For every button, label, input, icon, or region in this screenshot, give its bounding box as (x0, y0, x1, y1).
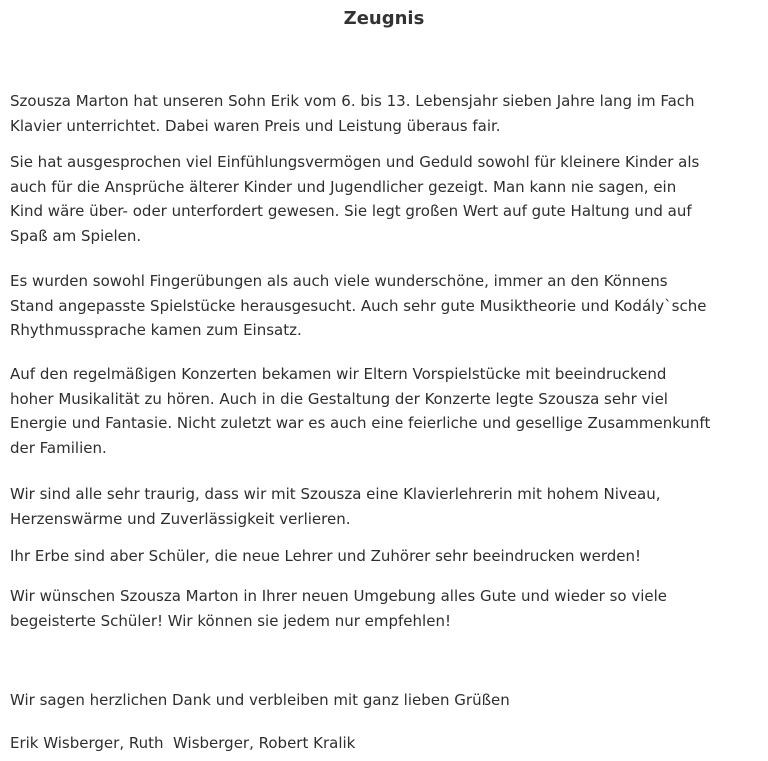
text-line: Es wurden sowohl Fingerübungen als auch viele wunderschöne, immer an den Könnens (10, 272, 668, 290)
text-line: Wir wünschen Szousza Marton in Ihrer neuen Umgebung alles Gute und wieder so viele (10, 587, 668, 605)
document-title: Zeugnis (343, 8, 425, 29)
closing-text: Wir sagen herzlichen Dank und verbleiben mit ganz lieben Grüßen (10, 691, 510, 709)
paragraph-2 (10, 150, 768, 248)
closing-line (10, 688, 768, 713)
text-line: Stand angepasste Spielstücke herausgesucht. Auch sehr gute Musiktheorie und Kodály`sche (10, 296, 707, 315)
text-line: Auf den regelmäßigen Konzerten bekamen wir Eltern Vorspielstücke mit beeindruckend (10, 365, 667, 383)
text-line: Spaß am Spielen. (10, 226, 142, 245)
text-line: hoher Musikalität zu hören. Auch in die Gestaltung der Konzerte legte Szousza sehr viel (10, 389, 668, 408)
text-line: Rhythmussprache kamen zum Einsatz. (10, 321, 302, 339)
text-line: der Familien. (10, 438, 107, 457)
text-line: Energie und Fantasie. Nicht zuletzt war es auch eine feierliche und gesellige Zusammenkunft (10, 414, 711, 432)
text-line: auch für die Ansprüche älterer Kinder und Jugendlicher gezeigt. Man kann nie sagen, ein (10, 177, 677, 196)
text-line: Herzenswärme und Zuverlässigkeit verlieren. (10, 509, 351, 528)
paragraph-4 (10, 362, 768, 460)
text-line: Klavier unterrichtet. Dabei waren Preis und Leistung überaus fair. (10, 116, 501, 135)
paragraph-1 (10, 89, 768, 138)
text-line: begeisterte Schüler! Wir können sie jedem nur empfehlen! (10, 611, 451, 630)
text-line: Kind wäre über- oder unterfordert gewesen. Sie legt großen Wert auf gute Haltung und auf (10, 202, 692, 220)
text-line: Szousza Marton hat unseren Sohn Erik vom 6. bis 13. Lebensjahr sieben Jahre lang im Fach (10, 92, 695, 110)
paragraph-6 (10, 544, 768, 569)
signature-names: Erik Wisberger, Ruth Wisberger, Robert Kralik (10, 734, 356, 752)
text-line: Ihr Erbe sind aber Schüler, die neue Lehrer und Zuhörer sehr beeindrucken werden! (10, 547, 641, 565)
paragraph-5 (10, 482, 768, 531)
text-line: Wir sind alle sehr traurig, dass wir mit Szousza eine Klavierlehrerin mit hohem Niveau, (10, 485, 661, 503)
signature-line (10, 731, 768, 756)
paragraph-3 (10, 269, 768, 343)
paragraph-7 (10, 584, 768, 633)
text-line: Sie hat ausgesprochen viel Einfühlungsvermögen und Geduld sowohl für kleinere Kinder als (10, 153, 700, 171)
